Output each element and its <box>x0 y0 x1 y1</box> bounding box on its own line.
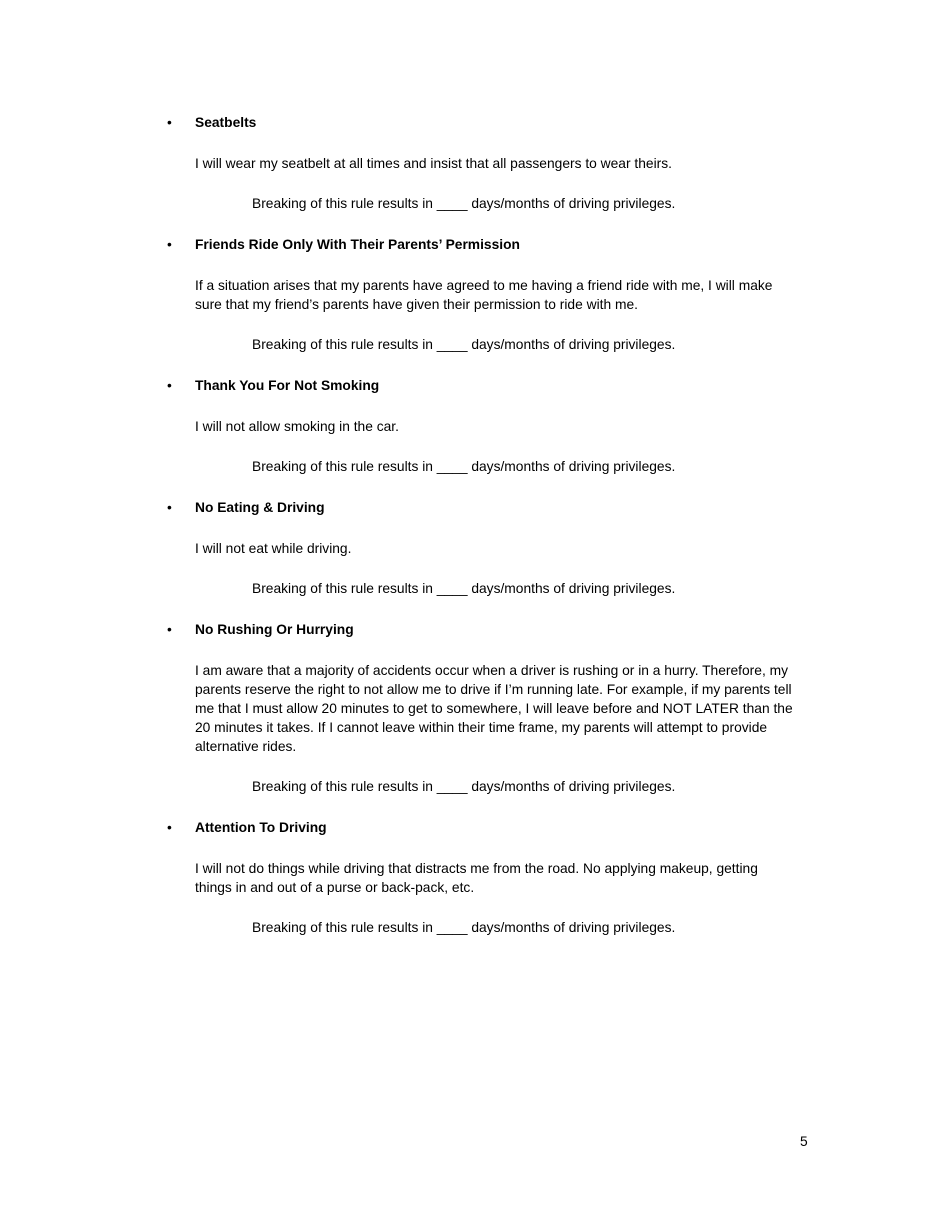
contract-rule-seatbelts <box>167 113 797 213</box>
rule-body: I will not allow smoking in the car. <box>195 419 399 434</box>
bullet-icon: • <box>167 820 172 835</box>
page-number: 5 <box>800 1134 808 1149</box>
rule-penalty: Breaking of this rule results in ____ days/months of driving privileges. <box>252 459 676 474</box>
rule-title <box>167 498 797 517</box>
rule-body: I am aware that a majority of accidents occur when a driver is rushing or in a hurry. Therefore, my parents reserve the right to not allow me to drive if I’m running late. For example, if my parents tell me that I must allow 20 minutes to get to somewhere, I will leave before and NOT LATER than the 20 minutes it takes. If I cannot leave within their time frame, my parents will attempt to provide alternative rides. <box>195 663 793 754</box>
rule-body: I will not do things while driving that distracts me from the road. No applying makeup, getting things in and out of a purse or back-pack, etc. <box>195 861 758 895</box>
rule-title <box>167 620 797 639</box>
rule-title <box>167 376 797 395</box>
rule-penalty: Breaking of this rule results in ____ days/months of driving privileges. <box>252 920 676 935</box>
rule-title-text: Thank You For Not Smoking <box>195 378 380 393</box>
bullet-icon: • <box>167 378 172 393</box>
document-content <box>167 113 797 959</box>
contract-rule-no-smoking <box>167 376 797 476</box>
rule-penalty: Breaking of this rule results in ____ days/months of driving privileges. <box>252 196 676 211</box>
contract-rule-friends-permission <box>167 235 797 354</box>
rule-body: I will wear my seatbelt at all times and insist that all passengers to wear theirs. <box>195 156 672 171</box>
contract-rule-no-rushing <box>167 620 797 796</box>
contract-rule-attention <box>167 818 797 937</box>
contract-rule-no-eating <box>167 498 797 598</box>
rule-body: I will not eat while driving. <box>195 541 352 556</box>
rule-title-text: Attention To Driving <box>195 820 327 835</box>
bullet-icon: • <box>167 500 172 515</box>
bullet-icon: • <box>167 115 172 130</box>
rule-title <box>167 113 797 132</box>
rule-title-text: No Rushing Or Hurrying <box>195 622 354 637</box>
bullet-icon: • <box>167 622 172 637</box>
rule-title <box>167 818 797 837</box>
rule-body: If a situation arises that my parents have agreed to me having a friend ride with me, I will make sure that my friend’s parents have given their permission to ride with me. <box>195 278 773 312</box>
bullet-icon: • <box>167 237 172 252</box>
rule-title-text: No Eating & Driving <box>195 500 325 515</box>
rule-penalty: Breaking of this rule results in ____ days/months of driving privileges. <box>252 581 676 596</box>
rule-penalty: Breaking of this rule results in ____ days/months of driving privileges. <box>252 779 676 794</box>
rule-penalty: Breaking of this rule results in ____ days/months of driving privileges. <box>252 337 676 352</box>
rule-title-text: Friends Ride Only With Their Parents’ Permission <box>195 237 520 252</box>
rule-title-text: Seatbelts <box>195 115 257 130</box>
rule-title <box>167 235 797 254</box>
